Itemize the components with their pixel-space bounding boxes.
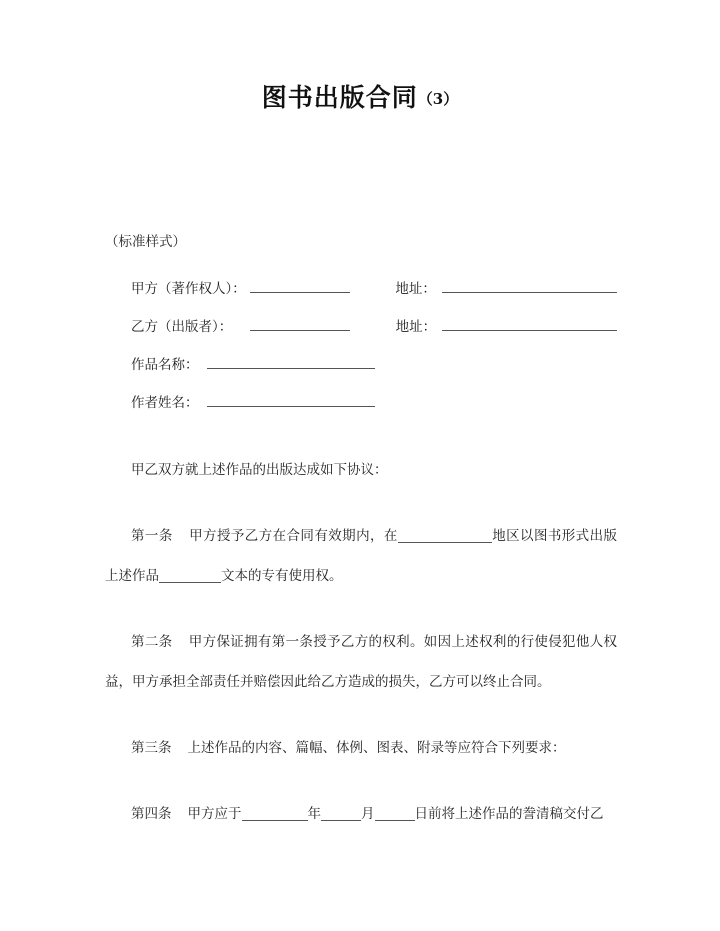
clause-4-text-part-2: 前将上述作品的誊清稿交付乙 [428, 806, 604, 822]
section-spacer [105, 702, 617, 728]
party-b-address-input[interactable] [442, 315, 617, 331]
author-name-input[interactable] [207, 391, 375, 407]
clause-2 [105, 622, 617, 702]
clause-1-text-part-2: 地区以图书形式出版上述作品 [105, 528, 618, 584]
party-b-address-label: 地址： [395, 319, 437, 335]
clause-4-month-unit: 月 [361, 806, 375, 822]
clause-4-day-input[interactable] [375, 805, 415, 821]
clause-3-text: 上述作品的内容、篇幅、体例、图表、附录等应符合下列要求： [187, 740, 566, 756]
party-a-input[interactable] [250, 277, 350, 293]
clause-4-month-input[interactable] [321, 805, 361, 821]
clause-1-text-part-1: 甲方授予乙方在合同有效期内，在 [188, 528, 398, 544]
work-title-row [105, 346, 617, 384]
title-main-text: 图书出版合同 [261, 83, 418, 112]
party-b-input[interactable] [250, 315, 350, 331]
work-title-input[interactable] [207, 353, 375, 369]
work-title-label: 作品名称： [131, 357, 199, 373]
page-title [0, 78, 720, 114]
clause-1-region-input[interactable] [398, 527, 492, 543]
clause-4 [105, 794, 617, 834]
clause-4-year-unit: 年 [307, 806, 321, 822]
clause-1-number: 第一条 [131, 528, 173, 544]
clause-1 [105, 516, 617, 596]
party-a-label: 甲方（著作权人）： [131, 281, 246, 297]
author-name-label: 作者姓名： [131, 395, 199, 411]
section-spacer [105, 422, 617, 450]
party-a-address-label: 地址： [395, 281, 436, 297]
section-spacer [105, 768, 617, 794]
preamble-paragraph [105, 450, 617, 490]
party-a-address-input[interactable] [442, 277, 617, 293]
party-b-row [105, 308, 617, 346]
clause-3 [105, 728, 617, 768]
section-spacer [105, 596, 617, 622]
clause-3-number: 第三条 [131, 740, 172, 756]
clause-1-language-input[interactable] [159, 567, 221, 583]
party-b-label: 乙方（出版者）： [131, 319, 233, 335]
clause-1-text-part-3: 文本的专有使用权。 [221, 568, 343, 584]
party-a-row [105, 270, 617, 308]
author-name-row [105, 384, 617, 422]
clause-4-year-input[interactable] [242, 805, 308, 821]
document-body [105, 222, 617, 834]
clause-4-number: 第四条 [131, 806, 172, 822]
section-spacer [105, 490, 617, 516]
clause-4-text-part-1: 甲方应于 [187, 806, 242, 822]
title-suffix-text: （3） [417, 90, 459, 108]
style-note: （标准样式） [105, 234, 186, 250]
clause-2-text: 甲方保证拥有第一条授予乙方的权利。如因上述权利的行使侵犯他人权益，甲方承担全部责任并赔偿因此给乙方造成的损失，乙方可以终止合同。 [105, 634, 618, 690]
clause-4-day-unit: 日 [414, 806, 428, 822]
preamble-text: 甲乙双方就上述作品的出版达成如下协议： [131, 462, 388, 478]
clause-2-number: 第二条 [131, 634, 173, 650]
